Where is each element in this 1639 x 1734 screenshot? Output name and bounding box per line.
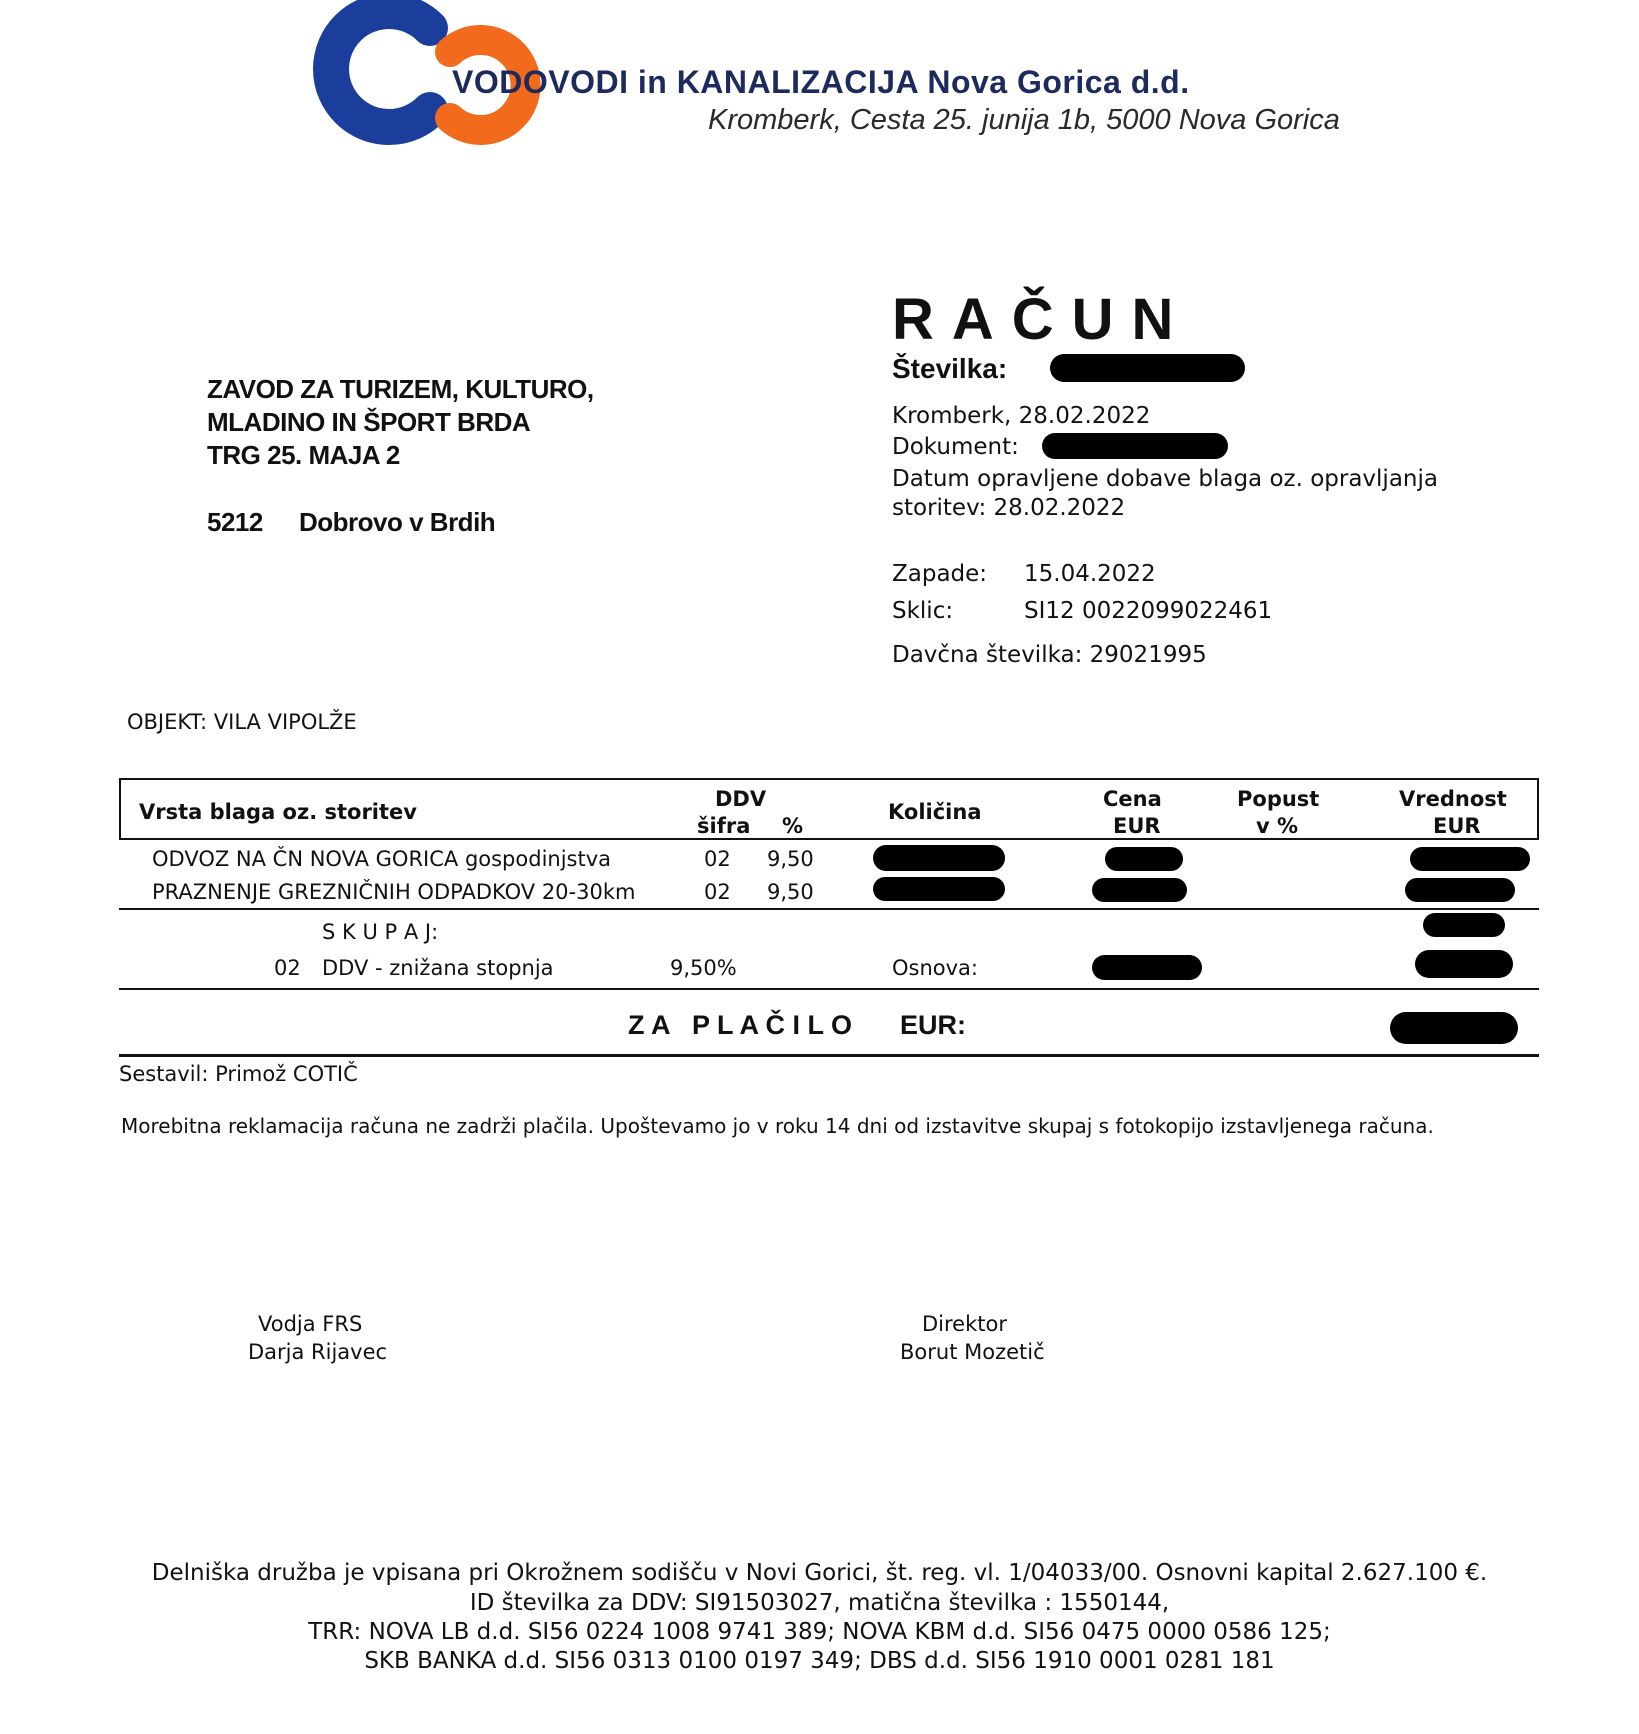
tax-number: Davčna številka: 29021995	[892, 642, 1207, 668]
row-code: 02	[704, 847, 731, 871]
redacted-price	[1092, 878, 1187, 902]
redacted-base	[1092, 955, 1202, 980]
recipient-line1: ZAVOD ZA TURIZEM, KULTURO,	[207, 374, 594, 404]
signature-role: Direktor	[922, 1312, 1007, 1336]
header-discount: Popust	[1237, 787, 1320, 811]
row-rate: 9,50	[767, 880, 814, 904]
divider	[119, 908, 1539, 910]
header-price: Cena	[1103, 787, 1162, 811]
place-date: Kromberk, 28.02.2022	[892, 403, 1151, 429]
footer-line2: ID številka za DDV: SI91503027, matična številka : 1550144,	[469, 1590, 1170, 1616]
redacted-document	[1042, 433, 1228, 459]
complaint-notice: Morebitna reklamacija računa ne zadrži plačila. Upoštevamo jo v roku 14 dni od izstavitve skupaj s fotokopijo izstavljenega računa.	[121, 1114, 1434, 1138]
recipient-city: Dobrovo v Brdih	[299, 507, 496, 537]
reference-label: Sklic:	[892, 598, 954, 624]
header-value-currency: EUR	[1433, 814, 1481, 838]
divider	[119, 988, 1539, 990]
payment-label: Z A P L A Č I L O	[628, 1010, 853, 1040]
vat-code: 02	[274, 956, 301, 980]
prepared-by: Sestavil: Primož COTIČ	[119, 1062, 358, 1086]
invoice-title: RAČUN	[892, 287, 1192, 352]
row-rate: 9,50	[767, 847, 814, 871]
service-date-line2: storitev: 28.02.2022	[892, 495, 1126, 521]
row-code: 02	[704, 880, 731, 904]
footer-line3: TRR: NOVA LB d.d. SI56 0224 1008 9741 389; NOVA KBM d.d. SI56 0475 0000 0586 125;	[308, 1619, 1331, 1645]
signature-name: Darja Rijavec	[248, 1340, 388, 1364]
invoice-number-label: Številka:	[892, 353, 1008, 384]
company-name: VODOVODI in KANALIZACIJA Nova Gorica d.d.	[452, 64, 1190, 100]
redacted-quantity	[873, 877, 1005, 901]
redacted-vat-amount	[1415, 950, 1513, 978]
divider	[119, 1054, 1539, 1057]
redacted-invoice-number	[1050, 354, 1245, 382]
header-discount-unit: v %	[1256, 814, 1299, 838]
redacted-value	[1405, 878, 1515, 902]
vat-rate: 9,50%	[670, 956, 737, 980]
company-address: Kromberk, Cesta 25. junija 1b, 5000 Nova Gorica	[708, 104, 1340, 136]
footer-line4: SKB BANKA d.d. SI56 0313 0100 0197 349; DBS d.d. SI56 1910 0001 0281 181	[364, 1648, 1275, 1674]
document-label: Dokument:	[892, 434, 1019, 460]
footer-line1: Delniška družba je vpisana pri Okrožnem sodišču v Novi Gorici, št. reg. vl. 1/04033/00. Osnovni kapital 2.627.100 €.	[151, 1560, 1488, 1586]
reference-value: SI12 0022099022461	[1024, 598, 1273, 624]
header-value: Vrednost	[1399, 787, 1507, 811]
vat-label: DDV - znižana stopnja	[322, 956, 554, 980]
header-item: Vrsta blaga oz. storitev	[139, 800, 417, 824]
base-label: Osnova:	[892, 956, 978, 980]
signature-name: Borut Mozetič	[900, 1340, 1045, 1364]
object-line: OBJEKT: VILA VIPOLŽE	[127, 710, 357, 734]
header-ddv: DDV	[715, 787, 767, 811]
row-item: ODVOZ NA ČN NOVA GORICA gospodinjstva	[152, 847, 612, 871]
due-value: 15.04.2022	[1024, 561, 1156, 587]
service-date-line1: Datum opravljene dobave blaga oz. opravljanja	[892, 466, 1438, 492]
recipient-postcode: 5212	[207, 507, 263, 537]
redacted-value	[1410, 847, 1530, 871]
redacted-total	[1423, 913, 1505, 937]
due-label: Zapade:	[892, 561, 988, 587]
header-price-currency: EUR	[1113, 814, 1161, 838]
header-percent: %	[782, 814, 804, 838]
header-sifra: šifra	[697, 814, 751, 838]
signature-role: Vodja FRS	[258, 1312, 363, 1336]
header-quantity: Količina	[888, 800, 982, 824]
total-label: S K U P A J:	[322, 920, 439, 944]
payment-currency: EUR:	[900, 1010, 966, 1040]
row-item: PRAZNENJE GREZNIČNIH ODPADKOV 20-30km	[152, 880, 636, 904]
redacted-price	[1105, 847, 1183, 871]
redacted-quantity	[873, 845, 1005, 871]
redacted-payment-amount	[1390, 1012, 1518, 1044]
recipient-line3: TRG 25. MAJA 2	[207, 440, 400, 470]
recipient-line2: MLADINO IN ŠPORT BRDA	[207, 407, 531, 437]
